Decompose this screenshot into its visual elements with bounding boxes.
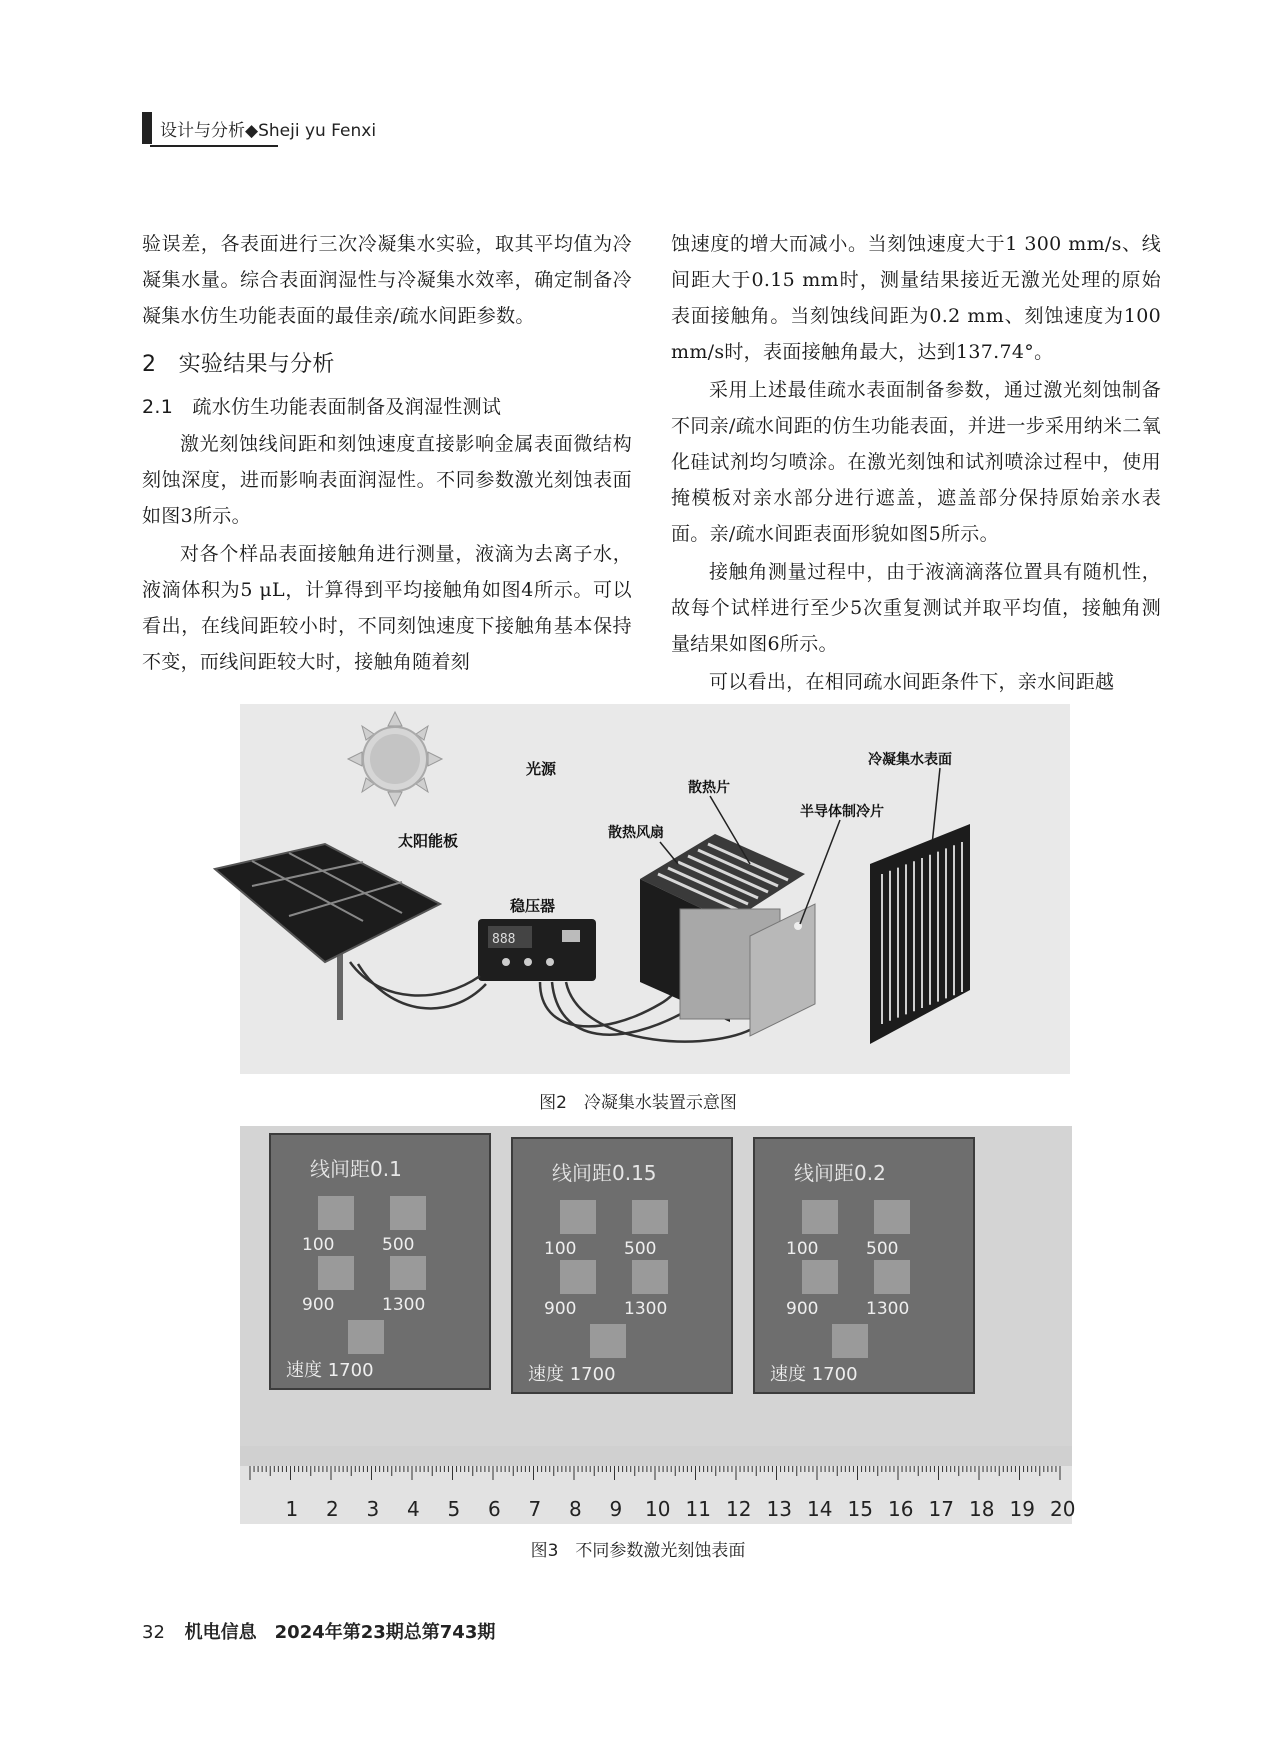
header-underline [150,145,278,147]
sun-icon [348,712,442,806]
etched-square [560,1200,596,1234]
speed-label: 100 [786,1239,819,1259]
ruler-label: 10 [645,1497,671,1521]
ruler-label: 5 [447,1497,461,1521]
label-solar-panel: 太阳能板 [398,832,459,850]
ruler-label: 17 [928,1497,954,1521]
speed-label: 100 [302,1235,335,1255]
figure-2-condensation-device [240,704,1070,1074]
etched-square [802,1260,838,1294]
etched-square [874,1260,910,1294]
etched-square [318,1196,354,1230]
ruler-label: 1 [285,1497,299,1521]
cooling-module [640,834,815,1036]
page-number: 32 [142,1622,165,1643]
ruler-label: 2 [326,1497,339,1521]
plate-title: 线间距0.1 [310,1157,402,1181]
figure-2-caption: 图2 冷凝集水装置示意图 [539,1093,737,1113]
ruler-label: 15 [847,1497,873,1521]
etched-square [874,1200,910,1234]
left-paragraph-3: 对各个样品表面接触角进行测量，液滴为去离子水，液滴体积为5 μL，计算得到平均接触角如图4所示。可以看出，在线间距较小时，不同刻蚀速度下接触角基本保持不变，而线间距较大时，接触角随着刻 [142,543,632,673]
etched-square [632,1200,668,1234]
journal-info: 机电信息 2024年第23期总第743期 [184,1622,496,1643]
label-heatsink: 散热片 [688,780,730,796]
etched-square [560,1260,596,1294]
left-paragraph-2: 激光刻蚀线间距和刻蚀速度直接影响金属表面微结构刻蚀深度，进而影响表面润湿性。不同参数激光刻蚀表面如图3所示。 [142,433,632,527]
subsection-heading: 2.1 疏水仿生功能表面制备及润湿性测试 [142,396,502,418]
header-bar [142,112,152,144]
ruler-label: 18 [969,1497,995,1521]
ruler-label: 16 [888,1497,914,1521]
speed-label: 900 [786,1299,819,1319]
header-section: 设计与分析◆Sheji yu Fenxi [160,120,377,141]
right-paragraph-4: 可以看出，在相同疏水间距条件下，亲水间距越 [709,671,1115,693]
ruler-label: 12 [726,1497,752,1521]
label-cooling-fan: 散热风扇 [608,825,664,841]
etched-square [802,1200,838,1234]
etched-square [832,1324,868,1358]
speed-label: 1300 [624,1299,668,1319]
ruler-label: 11 [685,1497,711,1521]
right-paragraph-1: 蚀速度的增大而减小。当刻蚀速度大于1 300 mm/s、线间距大于0.15 mm时，测量结果接近无激光处理的原始表面接触角。当刻蚀线间距为0.2 mm、刻蚀速度为100 mm/s时，表面接触角最大，达到137.74°。 [671,233,1161,363]
label-condensation-surface: 冷凝集水表面 [868,752,952,768]
figure-3-caption: 图3 不同参数激光刻蚀表面 [530,1541,746,1561]
etched-square [390,1196,426,1230]
left-paragraph-1: 验误差，各表面进行三次冷凝集水实验，取其平均值为冷凝集水量。综合表面润湿性与冷凝集水效率，确定制备冷凝集水仿生功能表面的最佳亲/疏水间距参数。 [142,233,632,327]
speed-label: 速度 1700 [286,1360,374,1381]
ruler-label: 13 [766,1497,792,1521]
running-header [142,112,376,144]
etched-square [318,1256,354,1290]
ruler-label: 19 [1009,1497,1035,1521]
figure-2-illustration [240,704,1070,1074]
speed-label: 500 [624,1239,657,1259]
plate-title: 线间距0.2 [794,1161,886,1185]
ruler-label: 14 [807,1497,833,1521]
plate-title: 线间距0.15 [552,1161,657,1185]
regulator-display: 888 [492,932,516,947]
page-footer [142,1618,495,1644]
speed-label: 100 [544,1239,577,1259]
speed-label: 500 [382,1235,415,1255]
speed-label: 500 [866,1239,899,1259]
label-light-source: 光源 [526,760,557,778]
speed-label: 速度 1700 [770,1364,858,1385]
ruler-label: 9 [609,1497,623,1521]
figure-3-etched-surfaces [240,1126,1076,1524]
etched-square [632,1260,668,1294]
condensation-surface [870,824,970,1044]
etched-square [390,1256,426,1290]
speed-label: 900 [544,1299,577,1319]
label-regulator: 稳压器 [510,897,556,915]
figure-3-photo [240,1126,1076,1524]
right-paragraph-2: 采用上述最佳疏水表面制备参数，通过激光刻蚀制备不同亲/疏水间距的仿生功能表面，并进一步采用纳米二氧化硅试剂均匀喷涂。在激光刻蚀和试剂喷涂过程中，使用掩模板对亲水部分进行遮盖，遮盖部分保持原始亲水表面。亲/疏水间距表面形貌如图5所示。 [671,379,1161,545]
speed-label: 1300 [866,1299,910,1319]
speed-label: 900 [302,1295,335,1315]
right-paragraph-3: 接触角测量过程中，由于液滴滴落位置具有随机性，故每个试样进行至少5次重复测试并取平均值，接触角测量结果如图6所示。 [671,561,1161,655]
ruler-label: 4 [407,1497,420,1521]
ruler-label: 3 [366,1497,380,1521]
ruler-label: 20 [1050,1497,1076,1521]
label-peltier: 半导体制冷片 [800,804,884,820]
etched-square [590,1324,626,1358]
ruler-label: 7 [528,1497,542,1521]
voltage-regulator [478,919,596,981]
etched-square [348,1320,384,1354]
ruler-label: 8 [569,1497,582,1521]
ruler-label: 6 [488,1497,501,1521]
speed-label: 1300 [382,1295,426,1315]
section-heading: 2 实验结果与分析 [142,352,335,377]
right-column [671,226,1161,700]
left-column [142,226,632,680]
speed-label: 速度 1700 [528,1364,616,1385]
